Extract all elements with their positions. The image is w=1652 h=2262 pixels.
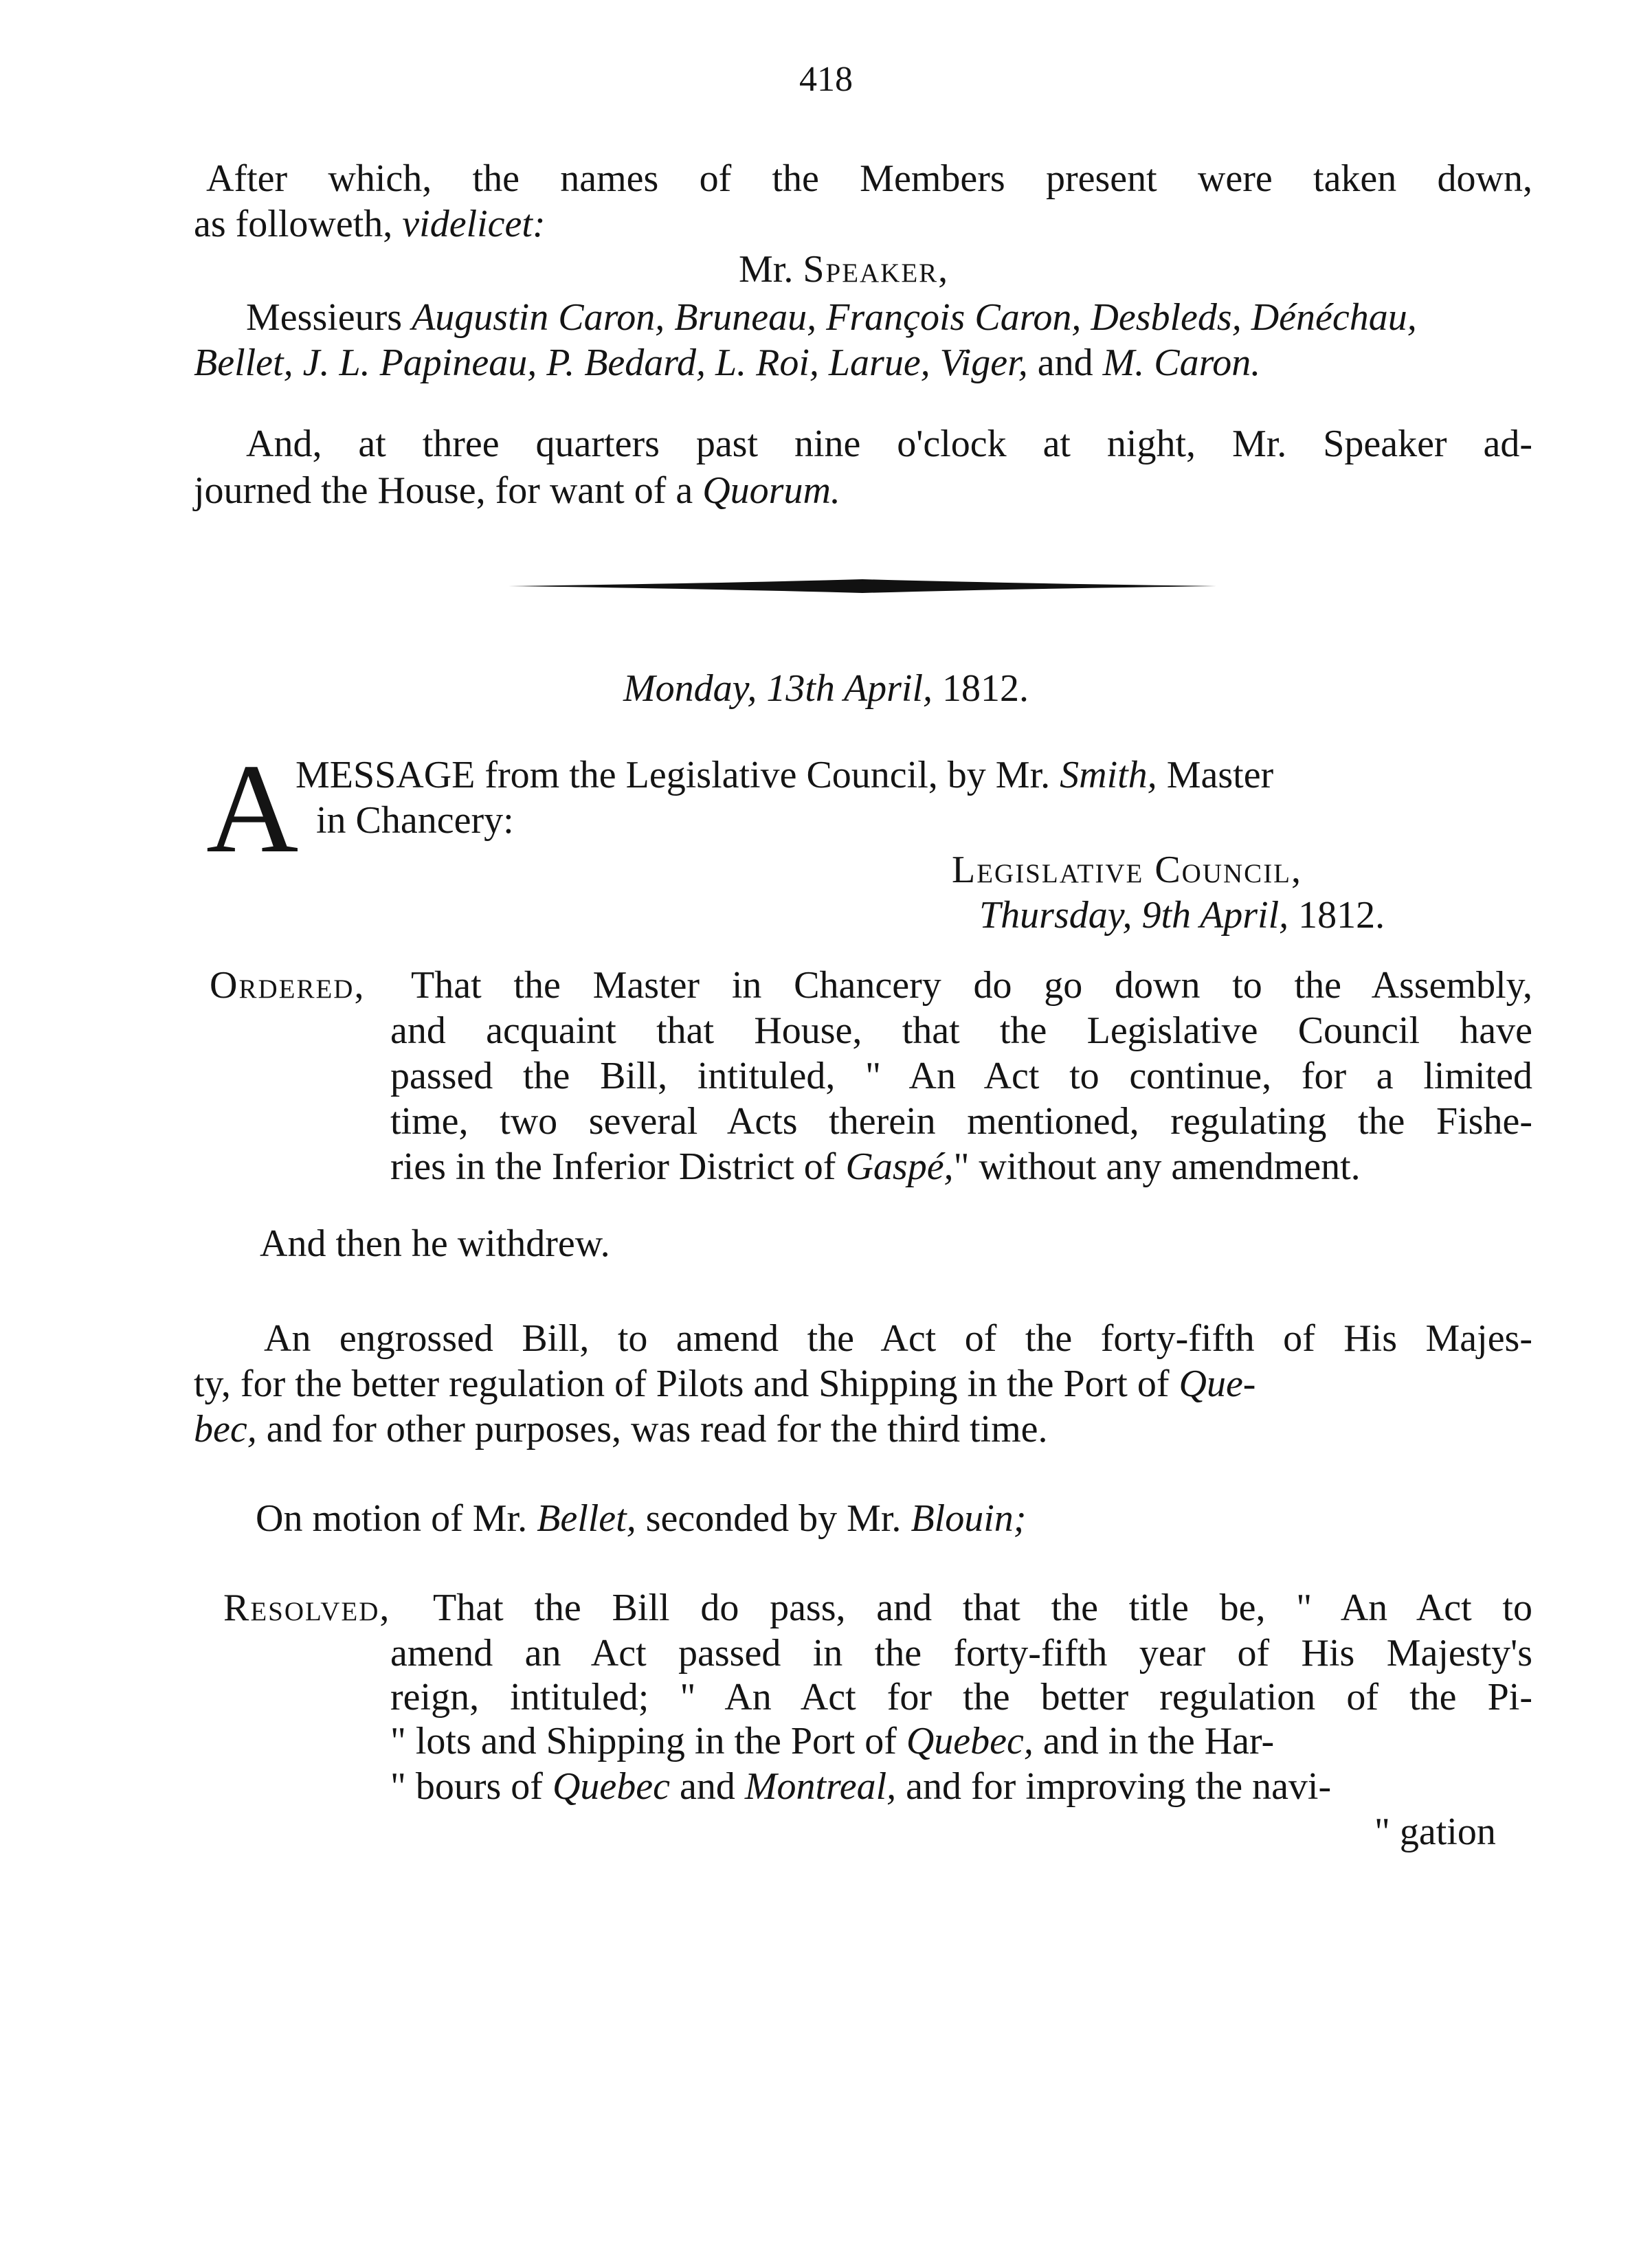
text-line: journed the House, for want of a Quorum. <box>194 469 840 512</box>
ordered-label: Ordered, <box>210 964 366 1007</box>
ordered-line: ries in the Inferior District of Gaspé," without any amendment. <box>390 1145 1361 1188</box>
council-date: Thursday, 9th April, 1812. <box>979 894 1385 937</box>
message-line: MESSAGE from the Legislative Council, by Mr. Smith, Master <box>295 754 1274 796</box>
resolved-line: amend an Act passed in the forty-fifth year of His Majesty's <box>390 1632 1532 1675</box>
drop-cap: A <box>206 738 299 880</box>
ordered-line: time, two several Acts therein mentioned, regulating the Fishe- <box>390 1100 1532 1143</box>
ordered-line: passed the Bill, intituled, " An Act to continue, for a limited <box>390 1055 1532 1097</box>
ordered-line: and acquaint that House, that the Legislative Council have <box>390 1009 1532 1052</box>
message-line: in Chancery: <box>316 799 514 842</box>
members-line: Messieurs Augustin Caron, Bruneau, François Caron, Desbleds, Dénéchau, <box>246 296 1417 339</box>
ordered-line: That the Master in Chancery do go down to the Assembly, <box>411 964 1532 1007</box>
text-line: ty, for the better regulation of Pilots and Shipping in the Port of Que- <box>194 1363 1256 1405</box>
text-line: And, at three quarters past nine o'clock at night, Mr. Speaker ad- <box>246 423 1532 465</box>
resolved-line: " lots and Shipping in the Port of Quebec, and in the Har- <box>390 1720 1275 1762</box>
text-line: After which, the names of the Members present were taken down, <box>206 157 1532 200</box>
motion-line: On motion of Mr. Bellet, seconded by Mr. Blouin; <box>256 1497 1027 1540</box>
text-line: as followeth, videlicet: <box>194 203 546 245</box>
text-line: And then he withdrew. <box>260 1222 610 1265</box>
date-heading: Monday, 13th April, 1812. <box>623 667 1029 710</box>
resolved-line: reign, intituled; " An Act for the better regulation of the Pi- <box>390 1676 1532 1718</box>
resolved-line: That the Bill do pass, and that the title be, " An Act to <box>433 1587 1532 1629</box>
resolved-line: " bours of Quebec and Montreal, and for improving the navi- <box>390 1765 1332 1808</box>
text-line: An engrossed Bill, to amend the Act of the forty-fifth of His Majes- <box>264 1317 1532 1360</box>
council-heading: Legislative Council, <box>952 849 1303 891</box>
section-divider <box>509 576 1216 596</box>
speaker-line: Mr. Speaker, <box>739 248 950 291</box>
text-line: bec, and for other purposes, was read for the third time. <box>194 1408 1048 1451</box>
page-number: 418 <box>799 60 853 99</box>
resolved-line: " gation <box>1374 1811 1496 1853</box>
resolved-label: Resolved, <box>223 1587 391 1629</box>
members-line: Bellet, J. L. Papineau, P. Bedard, L. Roi, Larue, Viger, and M. Caron. <box>194 341 1261 384</box>
